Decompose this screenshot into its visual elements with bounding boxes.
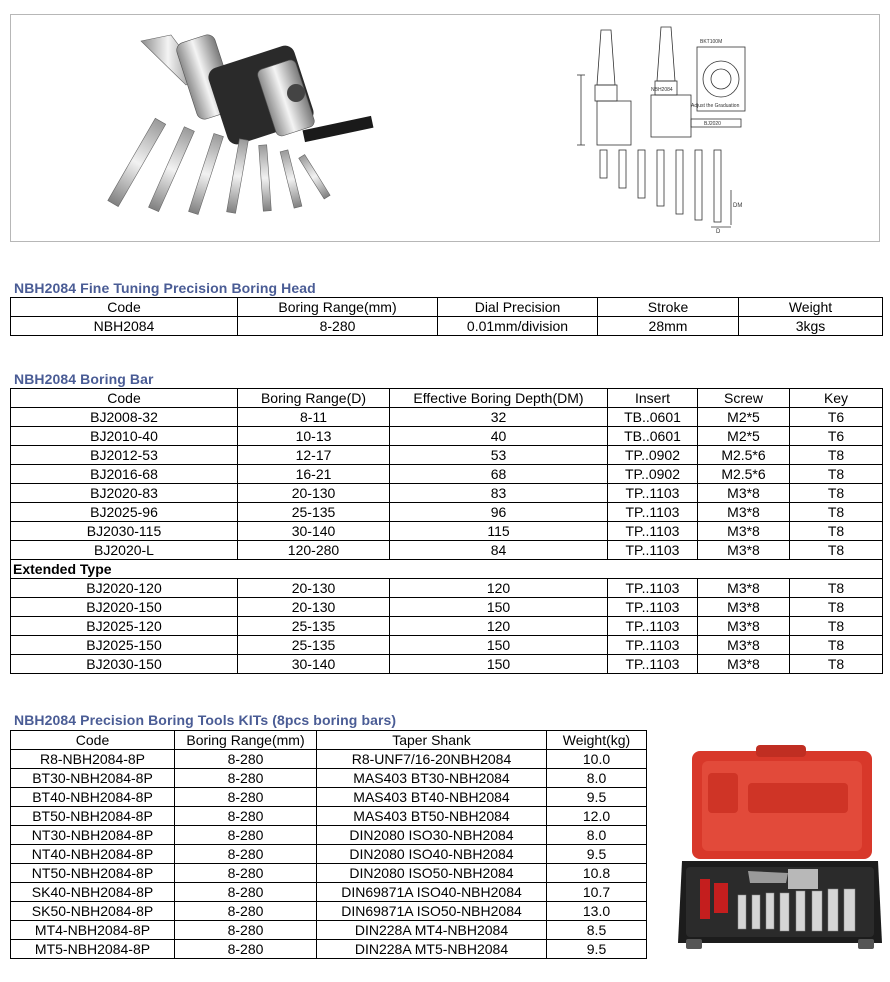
table-cell: BJ2010-40 [11, 427, 238, 446]
table-cell: M3*8 [698, 484, 790, 503]
table-cell: 28mm [598, 317, 739, 336]
table-cell: T8 [790, 484, 883, 503]
table-cell: 84 [390, 541, 608, 560]
table-cell: 3kgs [739, 317, 883, 336]
header-cell: Code [11, 389, 238, 408]
table-cell: M2*5 [698, 408, 790, 427]
drawing-bar-label: BJ2020 [704, 121, 721, 127]
table-cell: NT50-NBH2084-8P [11, 864, 175, 883]
table-row [11, 826, 647, 845]
table-cell: 150 [390, 598, 608, 617]
table-cell: R8-NBH2084-8P [11, 750, 175, 769]
table-cell: T8 [790, 617, 883, 636]
table-cell: MAS403 BT30-NBH2084 [317, 769, 547, 788]
table-cell: 8-280 [175, 921, 317, 940]
header-cell: Key [790, 389, 883, 408]
table-cell: TP..1103 [608, 636, 698, 655]
table-cell: 25-135 [238, 503, 390, 522]
extended-type-label: Extended Type [11, 560, 883, 579]
table-cell: BJ2020-83 [11, 484, 238, 503]
table-cell: 8-280 [175, 940, 317, 959]
header-cell: Weight [739, 298, 883, 317]
table-cell: BJ2030-150 [11, 655, 238, 674]
table-cell: TP..1103 [608, 522, 698, 541]
technical-drawing [577, 27, 745, 227]
table-cell: MAS403 BT40-NBH2084 [317, 788, 547, 807]
table-cell: 20-130 [238, 598, 390, 617]
header-cell: Boring Range(D) [238, 389, 390, 408]
boring-head-table [10, 297, 883, 336]
boring-bar-title: NBH2084 Boring Bar [14, 371, 154, 387]
table-cell: T8 [790, 636, 883, 655]
table-cell: T6 [790, 408, 883, 427]
table-row [11, 617, 883, 636]
table-cell: R8-UNF7/16-20NBH2084 [317, 750, 547, 769]
table-cell: M3*8 [698, 655, 790, 674]
table-row [11, 769, 647, 788]
table-row [11, 864, 647, 883]
header-cell: Insert [608, 389, 698, 408]
table-row [11, 598, 883, 617]
table-row [11, 579, 883, 598]
table-cell: 12-17 [238, 446, 390, 465]
table-cell: M2*5 [698, 427, 790, 446]
kits-title: NBH2084 Precision Boring Tools KITs (8pcs boring bars) [14, 712, 397, 728]
header-cell: Boring Range(mm) [175, 731, 317, 750]
drawing-head-label: NBH2084 [651, 87, 673, 93]
table-cell: TP..0902 [608, 465, 698, 484]
table-cell: M3*8 [698, 503, 790, 522]
table-cell: NBH2084 [11, 317, 238, 336]
table-cell: BJ2016-68 [11, 465, 238, 484]
boring-bar-table [10, 388, 883, 674]
table-cell: 12.0 [547, 807, 647, 826]
table-cell: TP..1103 [608, 579, 698, 598]
table-cell: DIN228A MT4-NBH2084 [317, 921, 547, 940]
table-cell: NT30-NBH2084-8P [11, 826, 175, 845]
table-row [11, 446, 883, 465]
table-cell: BT30-NBH2084-8P [11, 769, 175, 788]
table-cell: 30-140 [238, 522, 390, 541]
table-cell: BJ2020-150 [11, 598, 238, 617]
table-cell: BT50-NBH2084-8P [11, 807, 175, 826]
table-cell: BJ2025-96 [11, 503, 238, 522]
table-cell: 8-280 [175, 788, 317, 807]
header-cell: Taper Shank [317, 731, 547, 750]
header-cell: Code [11, 731, 175, 750]
table-cell: 20-130 [238, 484, 390, 503]
table-cell: 8-280 [175, 845, 317, 864]
table-cell: 53 [390, 446, 608, 465]
table-cell: 8-11 [238, 408, 390, 427]
table-cell: TP..1103 [608, 541, 698, 560]
table-cell: 13.0 [547, 902, 647, 921]
table-cell: 10.0 [547, 750, 647, 769]
table-cell: NT40-NBH2084-8P [11, 845, 175, 864]
table-cell: 40 [390, 427, 608, 446]
table-cell: T8 [790, 446, 883, 465]
table-cell: T8 [790, 598, 883, 617]
table-row [11, 902, 647, 921]
table-cell: T8 [790, 541, 883, 560]
table-cell: 8.0 [547, 826, 647, 845]
table-cell: 10.8 [547, 864, 647, 883]
drawing-dial-label: BKT100M [700, 39, 723, 45]
table-cell: 10-13 [238, 427, 390, 446]
table-cell: T8 [790, 503, 883, 522]
table-cell: M3*8 [698, 522, 790, 541]
table-cell: BJ2020-120 [11, 579, 238, 598]
header-cell: Weight(kg) [547, 731, 647, 750]
table-cell: 150 [390, 655, 608, 674]
table-row [11, 940, 647, 959]
boring-head-photo [11, 15, 879, 241]
table-cell: 8-280 [175, 883, 317, 902]
table-cell: M3*8 [698, 636, 790, 655]
table-cell: 150 [390, 636, 608, 655]
table-cell: SK40-NBH2084-8P [11, 883, 175, 902]
table-cell: 0.01mm/division [438, 317, 598, 336]
table-cell: 8-280 [238, 317, 438, 336]
kit-case-photo [678, 743, 882, 969]
table-header-row [11, 389, 883, 408]
table-row [11, 636, 883, 655]
table-row [11, 522, 883, 541]
drawing-dim-dm: DM [733, 203, 743, 209]
table-cell: TP..0902 [608, 446, 698, 465]
table-cell: M3*8 [698, 541, 790, 560]
table-cell: MAS403 BT50-NBH2084 [317, 807, 547, 826]
table-cell: 8-280 [175, 750, 317, 769]
table-row [11, 750, 647, 769]
table-cell: 9.5 [547, 845, 647, 864]
table-header-row [11, 298, 883, 317]
table-cell: TB..0601 [608, 427, 698, 446]
table-cell: T8 [790, 522, 883, 541]
table-cell: M3*8 [698, 598, 790, 617]
table-cell: M3*8 [698, 579, 790, 598]
table-cell: TP..1103 [608, 503, 698, 522]
table-cell: BJ2030-115 [11, 522, 238, 541]
table-cell: T8 [790, 579, 883, 598]
table-row [11, 845, 647, 864]
table-row [11, 465, 883, 484]
header-cell: Effective Boring Depth(DM) [390, 389, 608, 408]
subheader-row [11, 560, 883, 579]
table-cell: BT40-NBH2084-8P [11, 788, 175, 807]
table-cell: M3*8 [698, 617, 790, 636]
table-cell: 68 [390, 465, 608, 484]
table-cell: BJ2025-120 [11, 617, 238, 636]
table-cell: TP..1103 [608, 484, 698, 503]
table-cell: MT4-NBH2084-8P [11, 921, 175, 940]
table-cell: DIN69871A ISO40-NBH2084 [317, 883, 547, 902]
table-cell: BJ2025-150 [11, 636, 238, 655]
header-cell: Dial Precision [438, 298, 598, 317]
table-cell: 8.0 [547, 769, 647, 788]
drawing-adjust-note: Adjust the Graduation [691, 103, 740, 109]
table-cell: 25-135 [238, 636, 390, 655]
table-row [11, 427, 883, 446]
table-cell: 8-280 [175, 902, 317, 921]
header-cell: Stroke [598, 298, 739, 317]
table-cell: 30-140 [238, 655, 390, 674]
table-cell: 96 [390, 503, 608, 522]
table-cell: 8-280 [175, 826, 317, 845]
table-cell: 83 [390, 484, 608, 503]
table-cell: 9.5 [547, 940, 647, 959]
table-row [11, 408, 883, 427]
table-row [11, 788, 647, 807]
table-row [11, 655, 883, 674]
table-row [11, 503, 883, 522]
table-cell: BJ2012-53 [11, 446, 238, 465]
table-cell: 32 [390, 408, 608, 427]
table-cell: TP..1103 [608, 598, 698, 617]
table-cell: 120 [390, 617, 608, 636]
table-cell: T8 [790, 655, 883, 674]
kits-table [10, 730, 647, 959]
header-cell: Boring Range(mm) [238, 298, 438, 317]
table-cell: 20-130 [238, 579, 390, 598]
table-cell: TP..1103 [608, 617, 698, 636]
header-cell: Screw [698, 389, 790, 408]
table-row [11, 807, 647, 826]
product-photo-panel [10, 14, 880, 242]
table-cell: T8 [790, 465, 883, 484]
table-cell: 8.5 [547, 921, 647, 940]
header-cell: Code [11, 298, 238, 317]
table-cell: 25-135 [238, 617, 390, 636]
table-cell: 10.7 [547, 883, 647, 902]
table-cell: DIN69871A ISO50-NBH2084 [317, 902, 547, 921]
table-cell: DIN2080 ISO30-NBH2084 [317, 826, 547, 845]
table-cell: BJ2008-32 [11, 408, 238, 427]
table-cell: BJ2020-L [11, 541, 238, 560]
table-cell: DIN228A MT5-NBH2084 [317, 940, 547, 959]
table-cell: 8-280 [175, 769, 317, 788]
table-cell: 120-280 [238, 541, 390, 560]
table-cell: TP..1103 [608, 655, 698, 674]
table-cell: DIN2080 ISO50-NBH2084 [317, 864, 547, 883]
table-cell: M2.5*6 [698, 465, 790, 484]
table-cell: DIN2080 ISO40-NBH2084 [317, 845, 547, 864]
table-row [11, 484, 883, 503]
table-cell: 8-280 [175, 807, 317, 826]
table-cell: 16-21 [238, 465, 390, 484]
table-row [11, 921, 647, 940]
table-cell: 8-280 [175, 864, 317, 883]
table-cell: T6 [790, 427, 883, 446]
table-cell: MT5-NBH2084-8P [11, 940, 175, 959]
table-row [11, 541, 883, 560]
table-row [11, 317, 883, 336]
boring-head-title: NBH2084 Fine Tuning Precision Boring Head [14, 280, 316, 296]
table-header-row [11, 731, 647, 750]
table-cell: SK50-NBH2084-8P [11, 902, 175, 921]
table-cell: 120 [390, 579, 608, 598]
table-cell: 9.5 [547, 788, 647, 807]
table-cell: M2.5*6 [698, 446, 790, 465]
table-cell: TB..0601 [608, 408, 698, 427]
drawing-dim-d: D [716, 229, 721, 235]
table-row [11, 883, 647, 902]
table-cell: 115 [390, 522, 608, 541]
